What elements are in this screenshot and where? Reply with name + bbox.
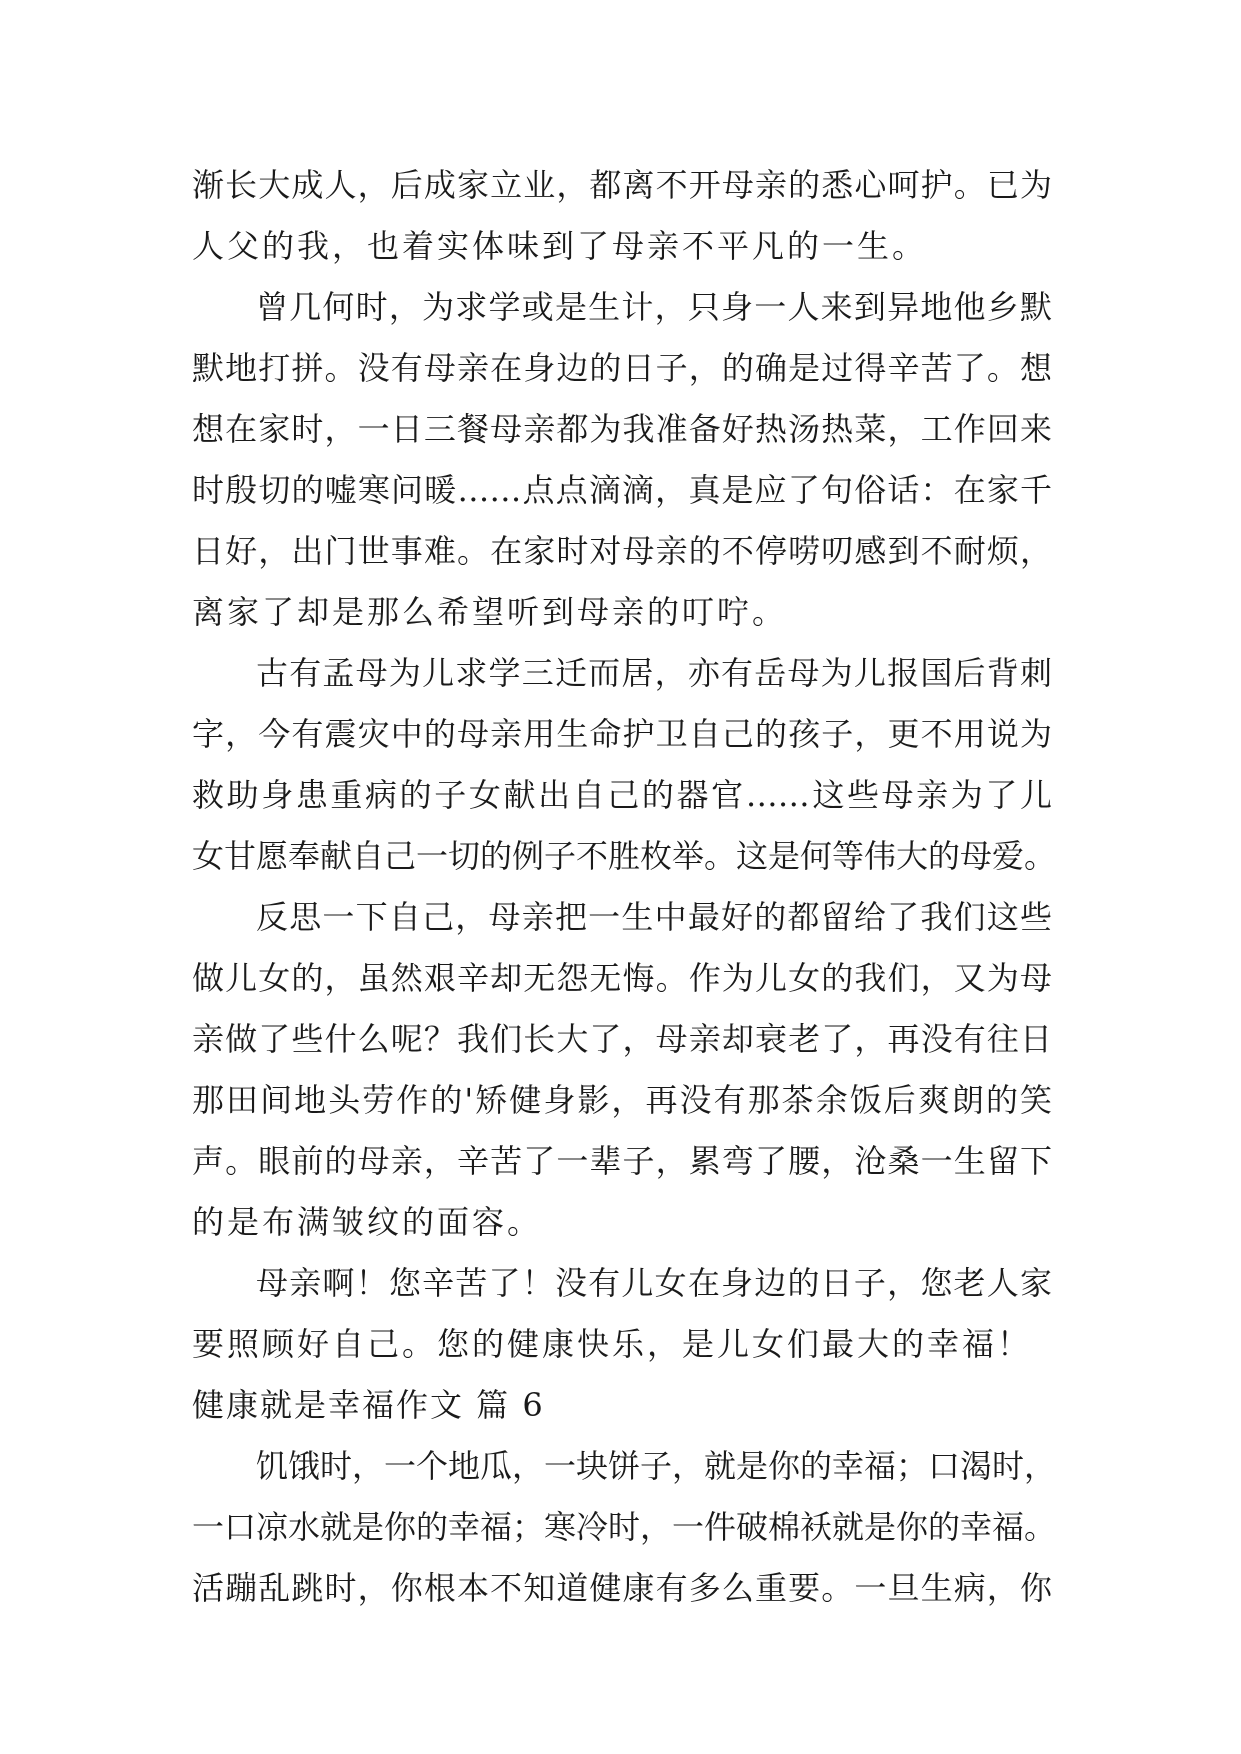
text-line: 女甘愿奉献自己一切的例子不胜枚举。这是何等伟大的母爱。: [192, 837, 1057, 875]
document-body: [192, 155, 1057, 1619]
text-line: 救助身患重病的子女献出自己的器官……这些母亲为了儿: [192, 776, 1052, 814]
text-line: 母亲啊！您辛苦了！没有儿女在身边的日子，您老人家: [256, 1264, 1052, 1302]
text-line: 想在家时，一日三餐母亲都为我准备好热汤热菜，工作回来: [192, 410, 1052, 448]
text-line: 曾几何时，为求学或是生计，只身一人来到异地他乡默: [256, 288, 1052, 326]
text-line: 声。眼前的母亲，辛苦了一辈子，累弯了腰，沧桑一生留下: [192, 1142, 1052, 1180]
text-line: 古有孟母为儿求学三迁而居，亦有岳母为儿报国后背刺: [256, 654, 1052, 692]
text-line: 渐长大成人，后成家立业，都离不开母亲的悉心呵护。已为: [192, 166, 1052, 204]
text-line: 活蹦乱跳时，你根本不知道健康有多么重要。一旦生病，你: [192, 1569, 1052, 1607]
text-line: 的是布满皱纹的面容。: [192, 1203, 543, 1241]
section-heading: 健康就是幸福作文 篇 6: [192, 1386, 545, 1424]
text-line: 反思一下自己，母亲把一生中最好的都留给了我们这些: [256, 898, 1052, 936]
text-line: 亲做了些什么呢？我们长大了，母亲却衰老了，再没有往日: [192, 1020, 1052, 1058]
text-line: 离家了却是那么希望听到母亲的叮咛。: [192, 593, 788, 631]
text-line: 饥饿时，一个地瓜，一块饼子，就是你的幸福；口渴时，: [256, 1447, 1057, 1485]
text-line: 做儿女的，虽然艰辛却无怨无悔。作为儿女的我们，又为母: [192, 959, 1052, 997]
text-line: 字，今有震灾中的母亲用生命护卫自己的孩子，更不用说为: [192, 715, 1052, 753]
text-line: 日好，出门世事难。在家时对母亲的不停唠叨感到不耐烦，: [192, 532, 1052, 570]
text-line: 一口凉水就是你的幸福；寒冷时，一件破棉袄就是你的幸福。: [192, 1508, 1057, 1546]
text-line: 要照顾好自己。您的健康快乐，是儿女们最大的幸福！: [192, 1325, 1033, 1363]
text-line: 时殷切的嘘寒问暖……点点滴滴，真是应了句俗话：在家千: [192, 471, 1052, 509]
text-line: 那田间地头劳作的'矫健身影，再没有那茶余饭后爽朗的笑: [192, 1081, 1052, 1119]
text-line: 默地打拼。没有母亲在身边的日子，的确是过得辛苦了。想: [192, 349, 1052, 387]
text-line: 人父的我，也着实体味到了母亲不平凡的一生。: [192, 227, 928, 265]
